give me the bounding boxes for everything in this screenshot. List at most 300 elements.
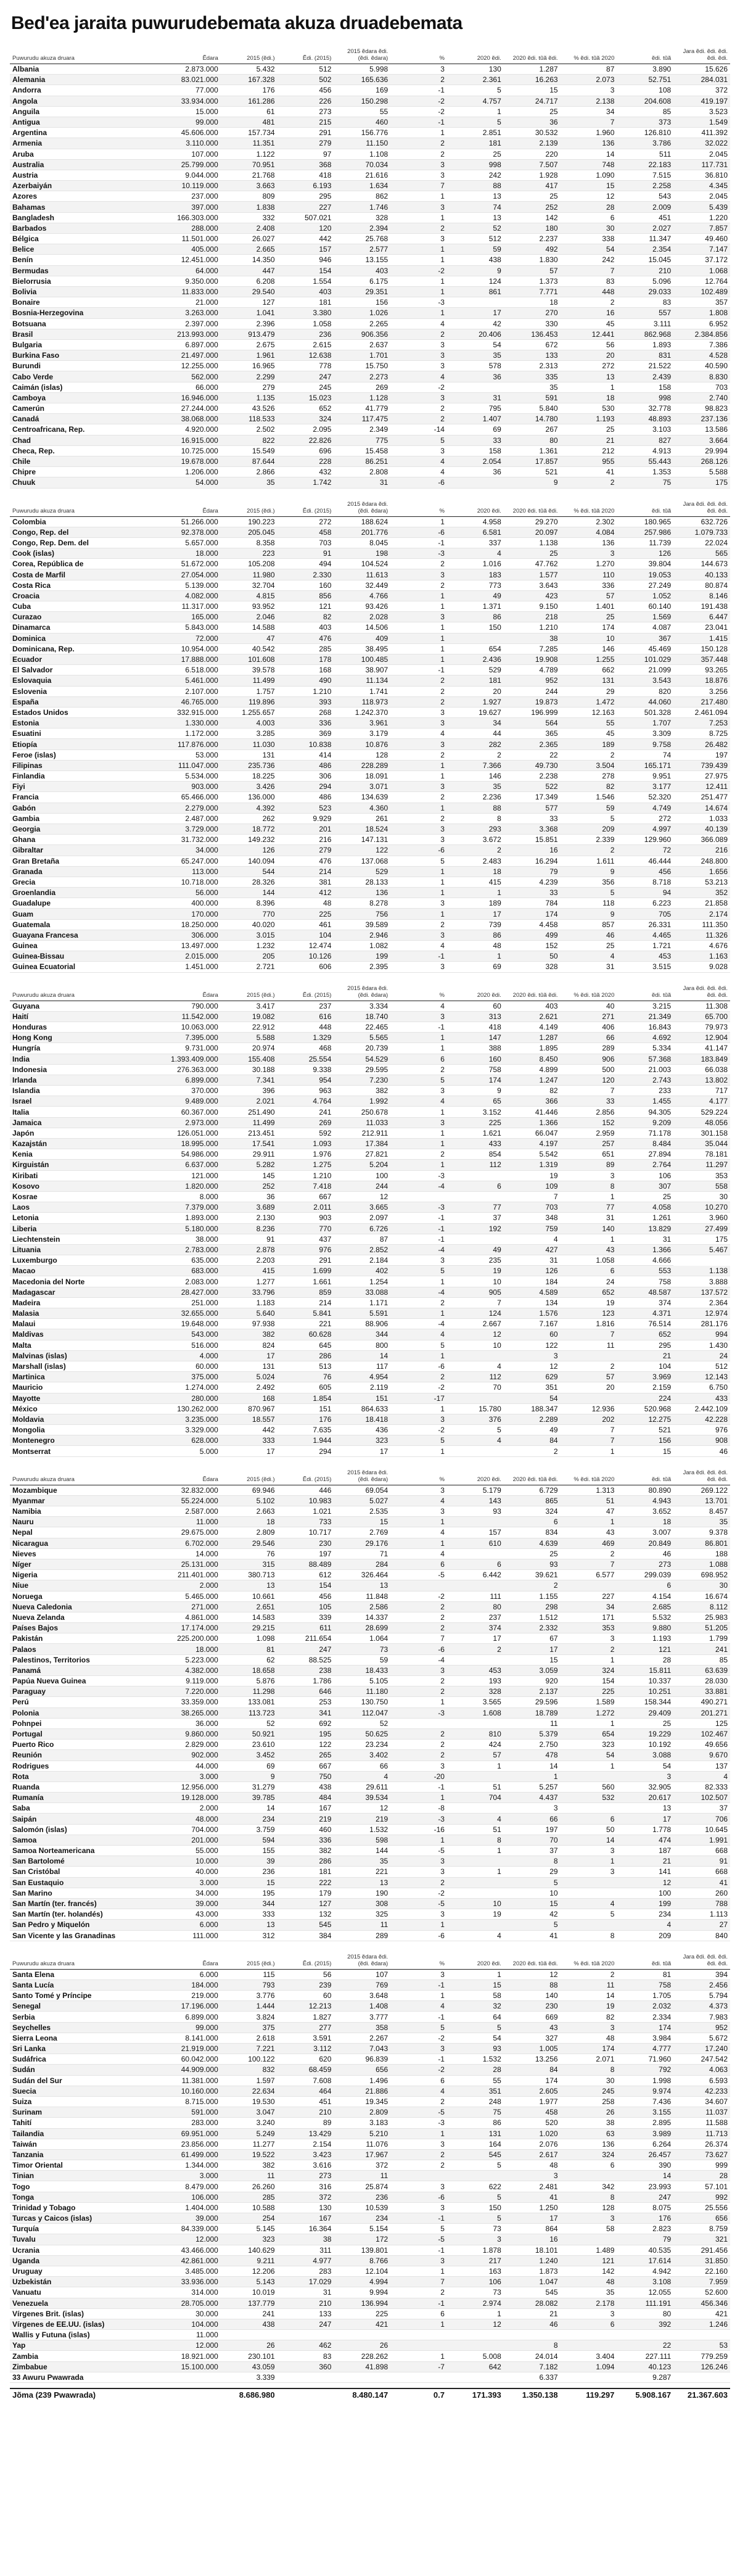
table-cell: 3 — [390, 1506, 447, 1517]
table-cell: 181 — [447, 138, 504, 149]
table-cell: 132 — [278, 1909, 334, 1920]
table-cell: 1.113 — [673, 1909, 730, 1920]
table-cell: 1 — [447, 1846, 504, 1856]
table-cell: 30 — [673, 1191, 730, 1202]
table-cell: 412 — [278, 888, 334, 898]
table-cell: -3 — [390, 297, 447, 308]
table-cell: 560 — [561, 1781, 617, 1792]
table-cell: 2.651 — [221, 1601, 278, 1612]
table-cell: 1.016 — [447, 559, 504, 569]
table-cell: 79 — [504, 866, 561, 877]
table-cell: 1.444 — [221, 2001, 278, 2012]
table-cell: 144 — [221, 888, 278, 898]
table-cell: 27.249 — [617, 580, 673, 590]
country-name: Nueva Caledonia — [10, 1601, 164, 1612]
table-cell: 775 — [334, 435, 390, 445]
table-cell: 46.765.000 — [164, 696, 221, 707]
table-cell: 1 — [390, 1403, 447, 1414]
table-cell: 19 — [447, 1909, 504, 1920]
table-cell: 91 — [221, 1234, 278, 1244]
country-name: Bolivia — [10, 286, 164, 297]
country-name: Aruba — [10, 149, 164, 159]
table-cell: 476 — [278, 633, 334, 643]
table-cell: 5 — [504, 1877, 561, 1888]
table-cell: 326.464 — [334, 1570, 390, 1580]
table-cell: 6 — [390, 1054, 447, 1064]
table-cell: 32.832.000 — [164, 1485, 221, 1495]
table-row — [10, 2255, 730, 2266]
table-cell: 1.577 — [504, 569, 561, 580]
table-cell: 5.841 — [278, 1308, 334, 1319]
table-cell: 4.766 — [334, 590, 390, 601]
table-cell: 118.973 — [334, 696, 390, 707]
table-cell: -7 — [390, 2361, 447, 2372]
country-name: Jamaica — [10, 1117, 164, 1128]
table-cell: 903.000 — [164, 782, 221, 792]
table-row — [10, 760, 730, 770]
table-cell: 269.122 — [673, 1485, 730, 1495]
table-cell: 360 — [278, 2361, 334, 2372]
table-cell: 101.608 — [221, 654, 278, 664]
table-cell: 48 — [561, 2033, 617, 2043]
table-cell: 100.122 — [221, 2054, 278, 2065]
table-cell: 963 — [278, 1086, 334, 1096]
table-row — [10, 1740, 730, 1750]
table-cell: 770 — [221, 909, 278, 919]
table-row — [10, 1803, 730, 1814]
country-name: Togo — [10, 2181, 164, 2192]
table-cell: 40.133 — [673, 569, 730, 580]
table-cell: 4 — [390, 729, 447, 739]
table-cell: 174 — [617, 2022, 673, 2033]
table-cell: 80.874 — [673, 580, 730, 590]
table-cell: 1.079.733 — [673, 527, 730, 537]
table-cell: 25.874 — [334, 2181, 390, 2192]
table-cell — [561, 2340, 617, 2351]
table-cell: 1 — [390, 516, 447, 527]
country-name: Corea, República de — [10, 559, 164, 569]
table-cell: 1 — [390, 590, 447, 601]
table-cell: 2.011 — [278, 1202, 334, 1213]
table-cell: 14 — [504, 1761, 561, 1771]
table-cell: 11.180 — [334, 1686, 390, 1697]
table-row — [10, 1033, 730, 1043]
table-cell: 43.059 — [221, 2361, 278, 2372]
table-cell: 25 — [617, 1718, 673, 1728]
table-row — [10, 686, 730, 696]
table-row — [10, 170, 730, 180]
table-row — [10, 665, 730, 675]
table-cell: 25 — [561, 424, 617, 435]
table-cell: 150.128 — [673, 643, 730, 654]
table-cell: 65 — [447, 1096, 504, 1107]
table-row — [10, 1559, 730, 1569]
table-cell: 209 — [617, 1930, 673, 1941]
country-name: Congo, Rep. Dem. del — [10, 537, 164, 548]
table-cell: 6 — [561, 2319, 617, 2329]
table-cell: 545 — [447, 2149, 504, 2160]
table-cell: 306.000 — [164, 930, 221, 940]
table-cell: 59 — [447, 244, 504, 255]
table-cell: 406 — [561, 1022, 617, 1032]
table-cell: 76 — [278, 1372, 334, 1382]
table-cell: 12.163 — [561, 707, 617, 717]
table-cell: 905 — [447, 1287, 504, 1297]
table-cell: 2.959 — [561, 1128, 617, 1138]
table-cell: 10.717 — [278, 1527, 334, 1538]
table-cell: 460 — [334, 117, 390, 127]
table-row — [10, 64, 730, 75]
table-cell: 1 — [390, 2128, 447, 2139]
table-cell: 3.334 — [334, 1001, 390, 1011]
table-cell: 58 — [561, 2224, 617, 2234]
table-cell: 323 — [561, 1740, 617, 1750]
table-cell: 447 — [221, 265, 278, 276]
table-cell: 3 — [390, 1117, 447, 1128]
table-cell: 117.475 — [334, 414, 390, 424]
table-row — [10, 1276, 730, 1287]
table-cell: 2.236 — [447, 792, 504, 803]
table-cell: 2.045 — [673, 191, 730, 202]
table-cell: 22.826 — [278, 435, 334, 445]
table-cell: 11.076 — [334, 2139, 390, 2149]
country-name: Samoa — [10, 1835, 164, 1845]
table-cell — [390, 2171, 447, 2181]
column-header: 2015 ẽdara ẽdi. (ẽdi. ẽdara) — [334, 1952, 390, 1970]
table-cell: 306 — [278, 771, 334, 782]
column-header: Ẽdara — [164, 47, 221, 64]
table-cell — [447, 1191, 504, 1202]
table-cell: 1.496 — [334, 2075, 390, 2086]
table-cell: 48.893 — [617, 414, 673, 424]
table-cell: 415 — [221, 1266, 278, 1276]
country-name: Nieves — [10, 1548, 164, 1559]
country-name: Mozambique — [10, 1485, 164, 1495]
table-cell: 418 — [278, 170, 334, 180]
table-cell: 188.624 — [334, 516, 390, 527]
table-cell: 19.908 — [504, 654, 561, 664]
country-name: Turquía — [10, 2224, 164, 2234]
table-cell: 2.238 — [504, 771, 561, 782]
table-cell: 34 — [561, 106, 617, 117]
table-cell: 405.000 — [164, 244, 221, 255]
table-cell: 703 — [504, 1202, 561, 1213]
table-cell: 16.965 — [221, 361, 278, 371]
table-cell: 1.960 — [561, 128, 617, 138]
table-cell: 201.000 — [164, 1835, 221, 1845]
table-cell: 311 — [278, 2245, 334, 2255]
table-cell: 93.426 — [334, 601, 390, 612]
table-cell: 227 — [278, 202, 334, 212]
table-cell: 3 — [561, 85, 617, 96]
table-cell: 198 — [334, 548, 390, 559]
table-cell: 104.000 — [164, 2319, 221, 2329]
country-name: Samoa Norteamericana — [10, 1846, 164, 1856]
table-row — [10, 1170, 730, 1181]
table-cell: 131 — [221, 1361, 278, 1371]
table-cell: 2 — [390, 749, 447, 760]
table-cell: 102.489 — [673, 286, 730, 297]
table-cell: 3 — [390, 2181, 447, 2192]
country-name: Honduras — [10, 1022, 164, 1032]
table-cell: 210 — [278, 2298, 334, 2308]
table-cell: 4 — [561, 1898, 617, 1909]
table-cell: 15.100.000 — [164, 2361, 221, 2372]
table-cell: 144 — [334, 1846, 390, 1856]
table-cell: 5.534.000 — [164, 771, 221, 782]
table-cell: 86.801 — [673, 1538, 730, 1548]
table-cell: 20.097 — [504, 527, 561, 537]
table-cell: 38.495 — [334, 643, 390, 654]
table-cell: 2 — [390, 1601, 447, 1612]
table-row — [10, 1781, 730, 1792]
table-cell: 1.122 — [221, 149, 278, 159]
table-cell: 773 — [447, 580, 504, 590]
table-cell: 5.840 — [504, 403, 561, 414]
table-cell: 39.785 — [221, 1793, 278, 1803]
country-name: Tonga — [10, 2192, 164, 2202]
table-row — [10, 1340, 730, 1350]
table-cell: 4.676 — [673, 941, 730, 951]
table-cell: 820 — [617, 686, 673, 696]
table-row — [10, 1527, 730, 1538]
table-cell: 7.436 — [617, 2096, 673, 2107]
table-cell: 176 — [221, 85, 278, 96]
table-cell: 512 — [447, 234, 504, 244]
table-cell: 279 — [278, 138, 334, 149]
table-cell: 3 — [390, 1414, 447, 1424]
table-cell: 1 — [390, 1697, 447, 1707]
table-cell: 58 — [447, 1991, 504, 2001]
country-name: Antigua — [10, 117, 164, 127]
table-cell: 288.000 — [164, 223, 221, 233]
table-cell: 3 — [390, 392, 447, 403]
table-cell: 1.240 — [504, 2255, 561, 2266]
table-cell: 628.000 — [164, 1435, 221, 1446]
country-name: Chile — [10, 456, 164, 466]
table-cell: 76 — [221, 1548, 278, 1559]
table-cell: 20.739 — [334, 1043, 390, 1054]
table-cell: 9.209 — [617, 1117, 673, 1128]
table-cell: 171 — [561, 1612, 617, 1622]
table-cell: 147 — [447, 1033, 504, 1043]
table-cell: 8.112 — [673, 1601, 730, 1612]
table-row — [10, 308, 730, 318]
table-cell: 2 — [390, 919, 447, 930]
table-cell: 2.267 — [334, 2033, 390, 2043]
table-cell: 2.397.000 — [164, 318, 221, 329]
table-cell: 703 — [278, 537, 334, 548]
table-cell: 22 — [617, 2340, 673, 2351]
table-cell: 330 — [504, 318, 561, 329]
table-cell: 920 — [504, 1676, 561, 1686]
table-cell: 43 — [561, 1527, 617, 1538]
column-header: % — [390, 984, 447, 1001]
table-cell: 955 — [561, 456, 617, 466]
table-cell: 393 — [278, 696, 334, 707]
table-cell: 30.188 — [221, 1064, 278, 1075]
table-cell: 5.461.000 — [164, 675, 221, 686]
table-cell: 2.408 — [221, 223, 278, 233]
country-name: Barbados — [10, 223, 164, 233]
table-cell: 18.418 — [334, 1414, 390, 1424]
table-cell: 4 — [390, 1001, 447, 1011]
table-cell — [447, 1234, 504, 1244]
table-cell: 17.614 — [617, 2255, 673, 2266]
table-cell: 10 — [561, 633, 617, 643]
table-cell: 10.876 — [334, 739, 390, 749]
column-header: Ẽdara — [164, 1952, 221, 1970]
table-cell: 10.192 — [617, 1740, 673, 1750]
country-name: Montenegro — [10, 1435, 164, 1446]
table-row — [10, 2107, 730, 2118]
table-cell: 244 — [334, 1181, 390, 1191]
table-cell: 5.024 — [221, 1372, 278, 1382]
table-cell: 1.757 — [221, 686, 278, 696]
table-cell: 3 — [390, 64, 447, 75]
table-cell: 18.250.000 — [164, 919, 221, 930]
table-cell: 273 — [278, 2171, 334, 2181]
table-cell: 656 — [673, 2213, 730, 2224]
table-cell: 4 — [390, 941, 447, 951]
table-cell: 4.943 — [617, 1495, 673, 1506]
column-header: Puwurudu akuza druara — [10, 500, 164, 517]
table-cell: 316 — [278, 2181, 334, 2192]
table-cell: 1 — [390, 1139, 447, 1149]
table-cell: 27.821 — [334, 1149, 390, 1160]
table-cell: 106 — [447, 2277, 504, 2287]
table-cell: 382 — [221, 2160, 278, 2171]
table-row — [10, 803, 730, 813]
table-cell: 150 — [447, 2202, 504, 2213]
table-cell: 4.666 — [617, 1255, 673, 1266]
table-cell: 2 — [504, 1446, 561, 1456]
table-row — [10, 1485, 730, 1495]
table-cell: 2 — [390, 329, 447, 339]
table-cell: 8 — [561, 2192, 617, 2202]
table-cell: 2.015.000 — [164, 951, 221, 962]
table-row — [10, 286, 730, 297]
country-name: Macao — [10, 1266, 164, 1276]
table-cell: 52.751 — [617, 75, 673, 85]
table-cell: 530 — [561, 403, 617, 414]
table-cell: 92.378.000 — [164, 527, 221, 537]
table-cell: 1.532 — [447, 2054, 504, 2065]
table-cell: 54 — [447, 339, 504, 350]
table-cell: 291 — [278, 1255, 334, 1266]
country-name: Noruega — [10, 1591, 164, 1601]
table-cell: 2 — [390, 696, 447, 707]
table-row — [10, 96, 730, 106]
table-cell: 368 — [278, 159, 334, 170]
table-row — [10, 244, 730, 255]
table-cell: -4 — [390, 1287, 447, 1297]
country-name: Camboya — [10, 392, 164, 403]
table-cell: 273 — [278, 106, 334, 117]
table-cell: 19.128.000 — [164, 1793, 221, 1803]
table-cell: 56.000 — [164, 888, 221, 898]
table-cell: 461 — [278, 919, 334, 930]
table-cell: 57 — [504, 265, 561, 276]
table-cell: 3 — [390, 361, 447, 371]
table-cell: 9.338 — [278, 1064, 334, 1075]
table-cell: 2.076 — [504, 2139, 561, 2149]
table-cell: 45 — [561, 729, 617, 739]
table-cell: 271.000 — [164, 1601, 221, 1612]
table-cell: 5.432 — [221, 64, 278, 75]
country-name: Kazajstán — [10, 1139, 164, 1149]
table-cell: 7.167 — [504, 1319, 561, 1329]
table-cell: 26.260 — [221, 2181, 278, 2192]
table-row — [10, 1517, 730, 1527]
table-cell: 197 — [278, 1548, 334, 1559]
table-cell: 1.098 — [221, 1633, 278, 1644]
table-cell: 131 — [221, 749, 278, 760]
table-cell: 29.215 — [221, 1623, 278, 1633]
table-cell: 1.992 — [334, 1096, 390, 1107]
country-name: Madagascar — [10, 1287, 164, 1297]
table-cell: 127 — [221, 297, 278, 308]
table-cell: 8 — [561, 1181, 617, 1191]
table-cell: 1 — [447, 951, 504, 962]
table-cell: 6.952 — [673, 318, 730, 329]
table-cell: 3.504 — [561, 760, 617, 770]
table-cell: 2.483 — [447, 856, 504, 866]
table-row — [10, 1877, 730, 1888]
table-cell: -1 — [390, 1223, 447, 1234]
table-cell: 790.000 — [164, 1001, 221, 1011]
country-name: Bermudas — [10, 265, 164, 276]
table-cell: 3 — [561, 1846, 617, 1856]
table-cell: 228.289 — [334, 760, 390, 770]
table-cell: 39 — [221, 1856, 278, 1867]
table-cell: 221 — [278, 1319, 334, 1329]
table-cell: 3 — [390, 2202, 447, 2213]
table-cell: 5.249 — [221, 2128, 278, 2139]
table-cell: 7.418 — [278, 1181, 334, 1191]
table-cell: 1 — [390, 128, 447, 138]
table-cell: 668 — [673, 1846, 730, 1856]
table-cell: 49.460 — [673, 234, 730, 244]
table-cell: 3 — [390, 159, 447, 170]
table-cell: 478 — [504, 1750, 561, 1761]
table-cell — [447, 1877, 504, 1888]
table-cell: 1.893 — [617, 339, 673, 350]
country-name: Botsuana — [10, 318, 164, 329]
table-cell: 2.095 — [278, 424, 334, 435]
table-row — [10, 1191, 730, 1202]
table-row — [10, 361, 730, 371]
total-cell — [164, 2388, 221, 2401]
country-name: Irlanda — [10, 1075, 164, 1085]
table-cell: 71.960 — [617, 2054, 673, 2065]
table-cell: 137.572 — [673, 1287, 730, 1297]
column-header: 2015 (ẽdi.) — [221, 984, 278, 1001]
table-cell: 27.894 — [617, 1149, 673, 1160]
country-name: Saba — [10, 1803, 164, 1814]
country-name: Kirguistán — [10, 1160, 164, 1170]
table-row — [10, 435, 730, 445]
table-cell: 35 — [561, 2287, 617, 2298]
table-cell: 11.347 — [617, 234, 673, 244]
country-name: Tanzania — [10, 2149, 164, 2160]
table-cell: 70 — [504, 1835, 561, 1845]
table-cell: 52 — [221, 1718, 278, 1728]
country-name: Uganda — [10, 2255, 164, 2266]
table-cell: 3 — [504, 1350, 561, 1361]
table-row — [10, 2160, 730, 2171]
table-cell — [561, 1803, 617, 1814]
